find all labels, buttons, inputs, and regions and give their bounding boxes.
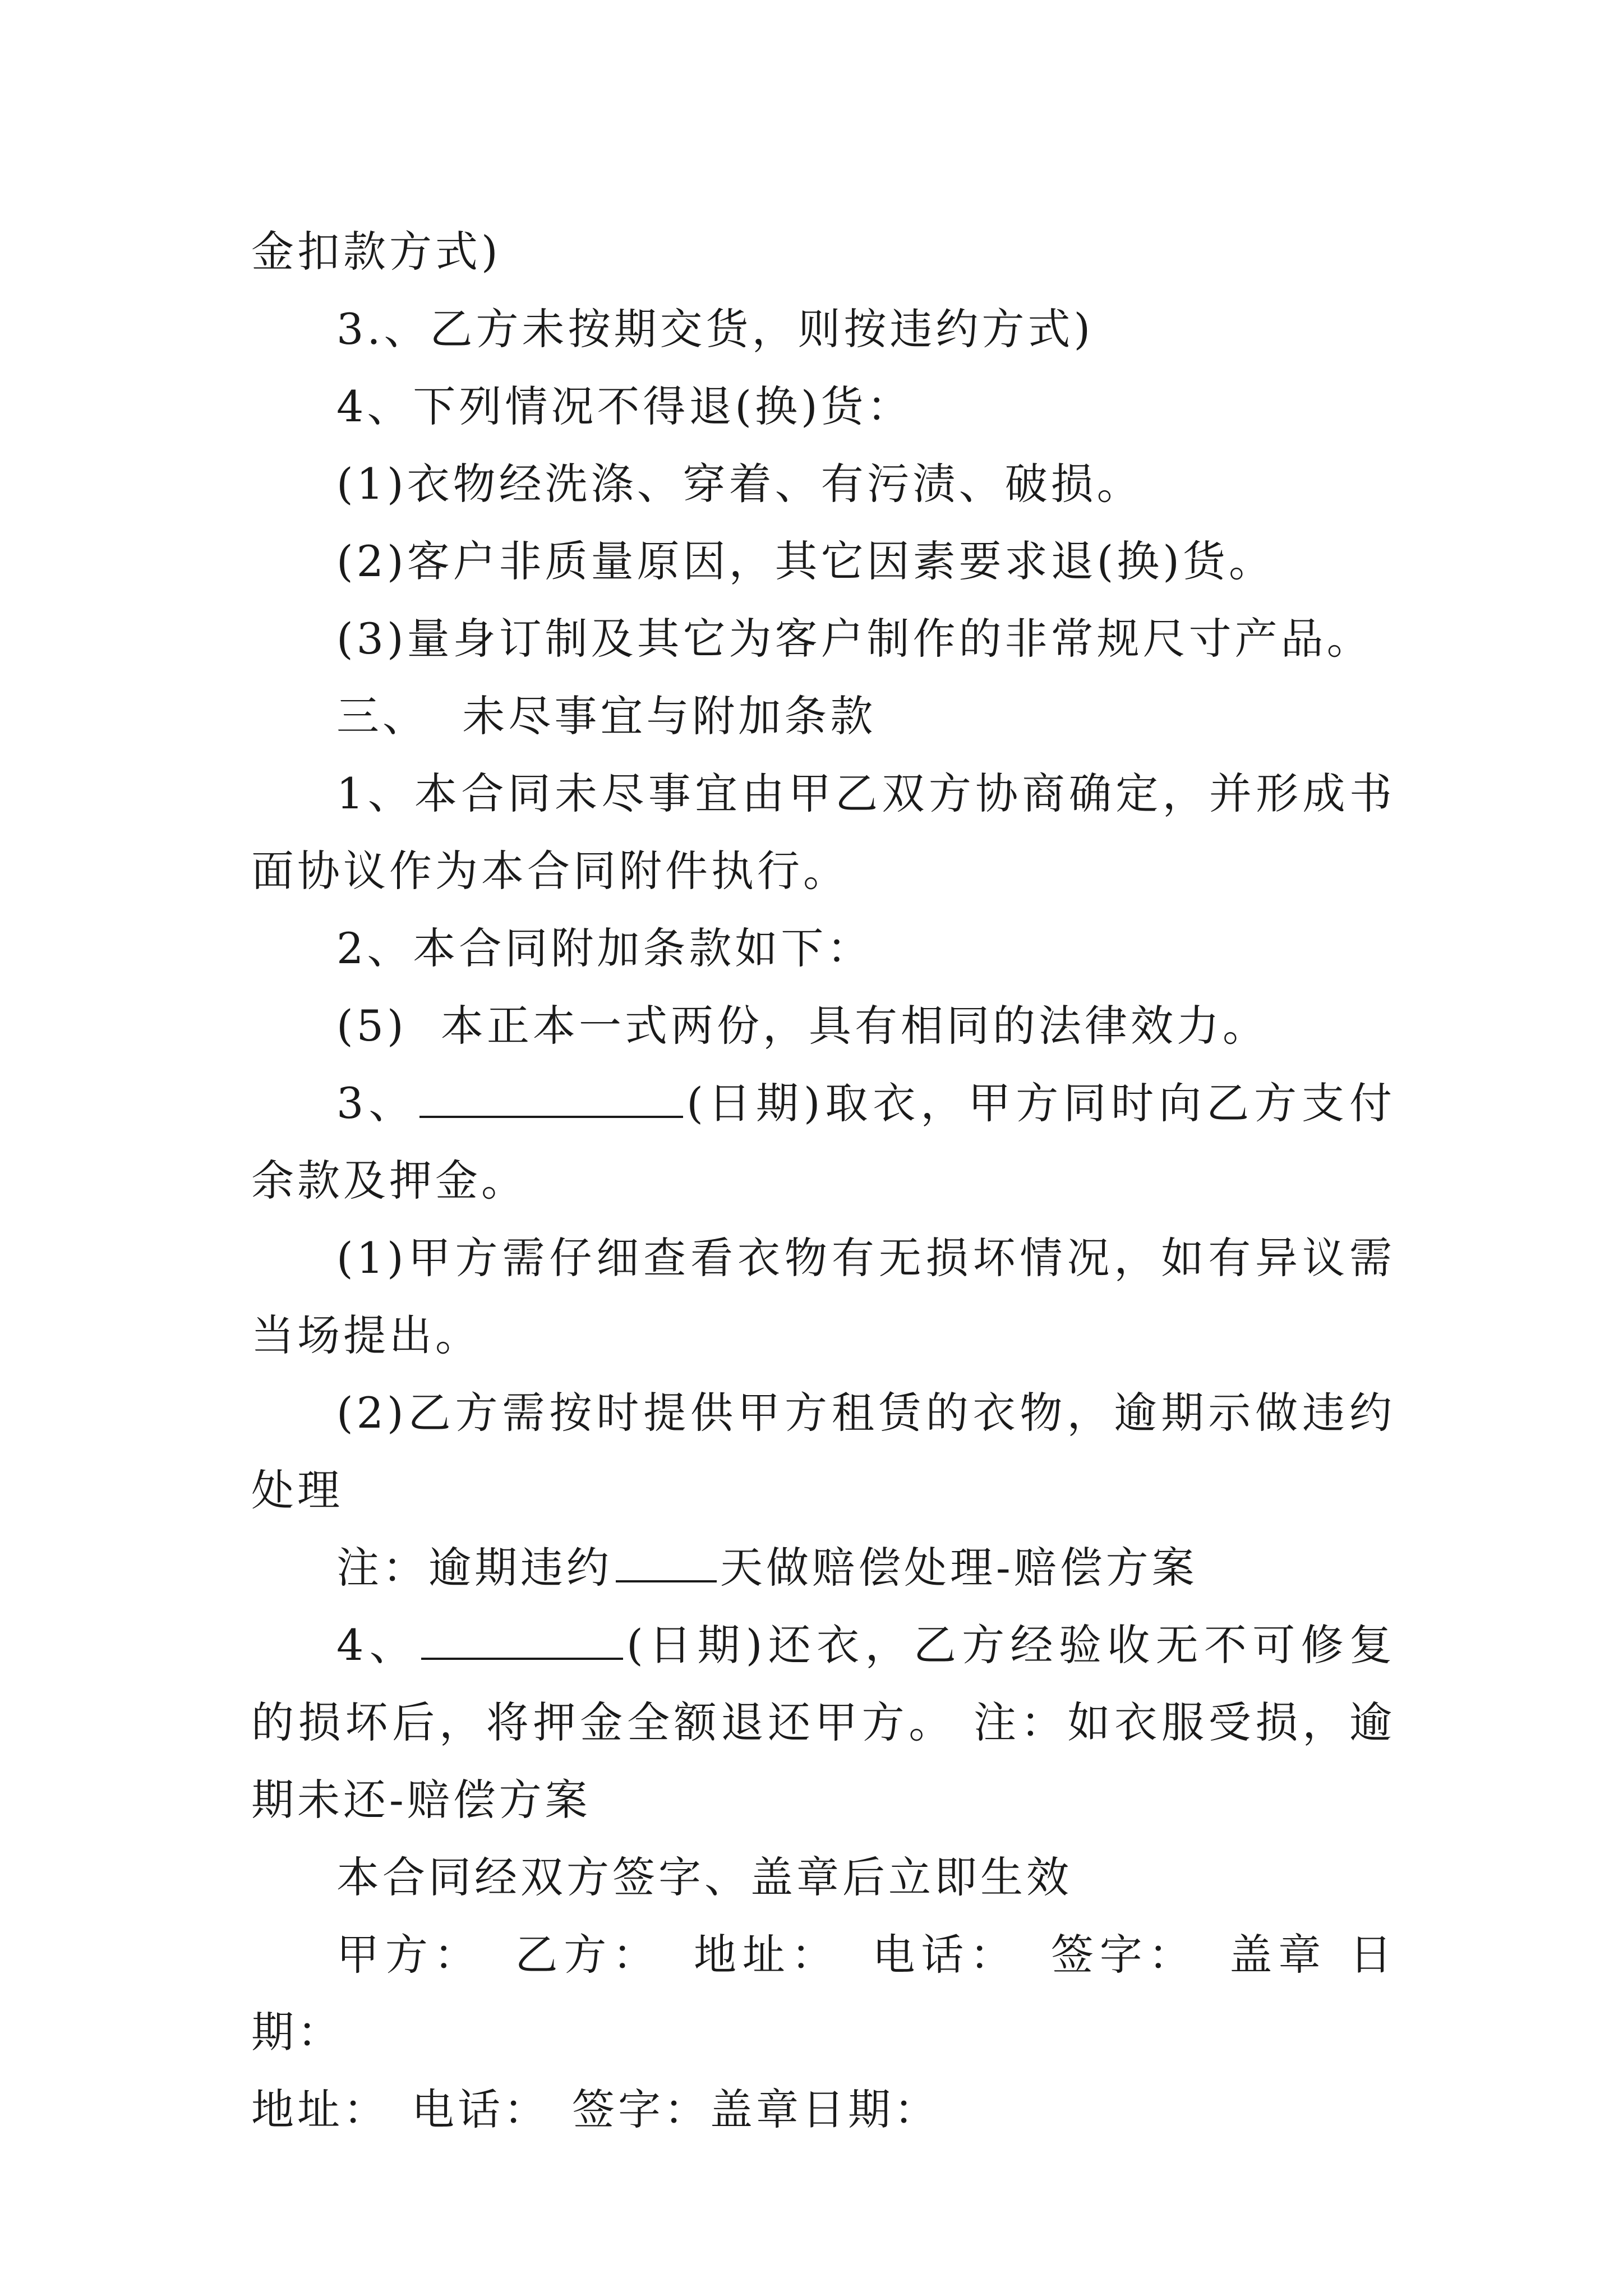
paragraph-effective: 本合同经双方签字、盖章后立即生效 [336, 1852, 1072, 1902]
phone-label-1: 电话： [872, 1930, 1018, 1980]
return-date-blank[interactable] [421, 1625, 623, 1660]
address-label-2: 地址： [251, 2085, 389, 2134]
signature-block-line-2 [251, 2071, 1395, 2148]
paragraph-no-return-item-2: (2)客户非质量原因，其它因素要求退(换)货。 [336, 536, 1275, 586]
paragraph-late-delivery: 3.、乙方未按期交货，则按违约方式) [336, 304, 1094, 354]
paragraph-overdue-note [251, 1529, 1395, 1607]
return-text: (日期)还衣，乙方经验收无不可修复的损坏后，将押金全额退还甲方。 注：如衣服受损，逾期未还-赔偿方案 [251, 1620, 1395, 1825]
paragraph-deposit-deduction: 金扣款方式) [251, 227, 501, 277]
paragraph-copies: (5) 本正本一式两份，具有相同的法律效力。 [336, 1001, 1269, 1051]
paragraph-no-return-item-3: (3)量身订制及其它为客户制作的非常规尺寸产品。 [336, 614, 1373, 664]
section-heading-additional-terms: 三、 未尽事宜与附加条款 [336, 691, 877, 741]
overdue-days-blank[interactable] [616, 1548, 717, 1582]
address-label-1: 地址： [693, 1930, 840, 1980]
paragraph-no-return-item-1: (1)衣物经洗涤、穿着、有污渍、破损。 [336, 459, 1143, 509]
paragraph-no-return-heading: 4、下列情况不得退(换)货： [336, 381, 913, 431]
sign-label-1: 签字： [1050, 1930, 1197, 1980]
paragraph-additional-terms: 2、本合同附加条款如下： [336, 923, 873, 973]
party-b-label: 乙方： [515, 1930, 661, 1980]
overdue-note-prefix: 注：逾期违约 [336, 1543, 612, 1593]
party-a-label: 甲方： [336, 1930, 483, 1980]
overdue-note-suffix: 天做赔偿处理-赔偿方案 [720, 1543, 1198, 1593]
contract-body [251, 213, 1395, 2148]
signature-block [251, 1916, 1395, 2071]
return-number: 4、 [336, 1620, 418, 1670]
phone-label-2: 电话： [412, 2085, 550, 2134]
paragraph-matters-not-covered: 1、本合同未尽事宜由甲乙双方协商确定，并形成书面协议作为本合同附件执行。 [251, 769, 1395, 896]
pickup-number: 3、 [336, 1078, 417, 1128]
date-label-1: 日期： [251, 1930, 1396, 2057]
paragraph-pickup-supply: (2)乙方需按时提供甲方租赁的衣物，逾期示做违约处理 [251, 1388, 1395, 1515]
paragraph-pickup [251, 1065, 1395, 1220]
seal-label-1: 盖章 [1229, 1930, 1327, 1980]
sign-seal-date-label-2: 签字：盖章日期： [572, 2085, 940, 2134]
pickup-date-blank[interactable] [419, 1083, 683, 1118]
pickup-text: (日期)取衣，甲方同时向乙方支付余款及押金。 [251, 1078, 1395, 1205]
paragraph-pickup-inspection: (1)甲方需仔细查看衣物有无损坏情况，如有异议需当场提出。 [251, 1233, 1395, 1360]
paragraph-return [251, 1607, 1395, 1839]
